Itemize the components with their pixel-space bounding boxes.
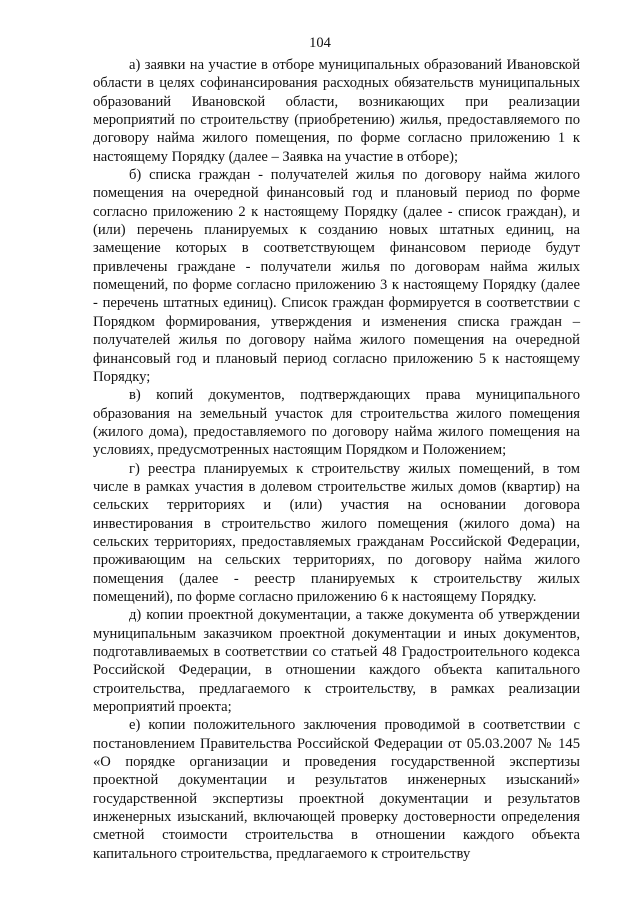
document-body [93, 56, 580, 863]
paragraph-e: е) копии положительного заключения проводимой в соответствии с постановлением Правительства Российской Федерации от 05.03.2007 № 145 «О порядке организации и проведения государственной экспертизы проектной документации и результатов инженерных изысканий» государственной экспертизы проектной документации и результатов инженерных изысканий, включающей проверку достоверности определения сметной стоимости строительства в отношении каждого объекта капитального строительства, предлагаемого к строительству [93, 717, 580, 862]
paragraph-a: а) заявки на участие в отборе муниципальных образований Ивановской области в целях софинансирования расходных обязательств муниципальных образований Ивановской области, возникающих при реализации мероприятий по строительству (приобретению) жилья, предоставляемого по договору найма жилого помещения, по форме согласно приложению 1 к настоящему Порядку (далее – Заявка на участие в отборе); [93, 57, 580, 165]
paragraph-d: д) копии проектной документации, а также документа об утверждении муниципальным заказчиком проектной документации и иных документов, подготавливаемых в соответствии со статьей 48 Градостроительного кодекса Российской Федерации, в отношении каждого объекта капитального строительства, предлагаемого к строительству, в рамках реализации мероприятий проекта; [93, 607, 580, 716]
paragraph-v: в) копий документов, подтверждающих права муниципального образования на земельный участок для строительства жилого помещения (жилого дома), предоставляемого по договору найма жилого помещения на условиях, предусмотренных настоящим Порядком и Положением; [93, 387, 580, 459]
paragraph-b: б) списка граждан - получателей жилья по договору найма жилого помещения на очередной финансовый год и плановый период по форме согласно приложению 2 к настоящему Порядку (далее - список граждан), и (или) перечень планируемых к созданию новых штатных единиц, на замещение которых в соответствующем финансовом периоде будут привлечены граждане - получатели жилья по договорам найма жилых помещений, по форме согласно приложению 3 к настоящему Порядку (далее - перечень штатных единиц). Список граждан формируется в соответствии с Порядком формирования, утверждения и изменения списка граждан – получателей жилья по договору найма жилого помещения на очередной финансовый год и плановый период согласно приложению 5 к настоящему Порядку; [93, 167, 580, 385]
paragraph-g: г) реестра планируемых к строительству жилых помещений, в том числе в рамках участия в долевом строительстве жилых домов (квартир) на сельских территориях и (или) участия на основании договора инвестирования в строительство жилого помещения (жилого дома) на сельских территориях, предоставляемых гражданам Российской Федерации, проживающим на сельских территориях, по договору найма жилого помещения (далее - реестр планируемых к строительству жилых помещений), по форме согласно приложению 6 к настоящему Порядку. [93, 460, 580, 605]
page-number: 104 [309, 35, 331, 51]
